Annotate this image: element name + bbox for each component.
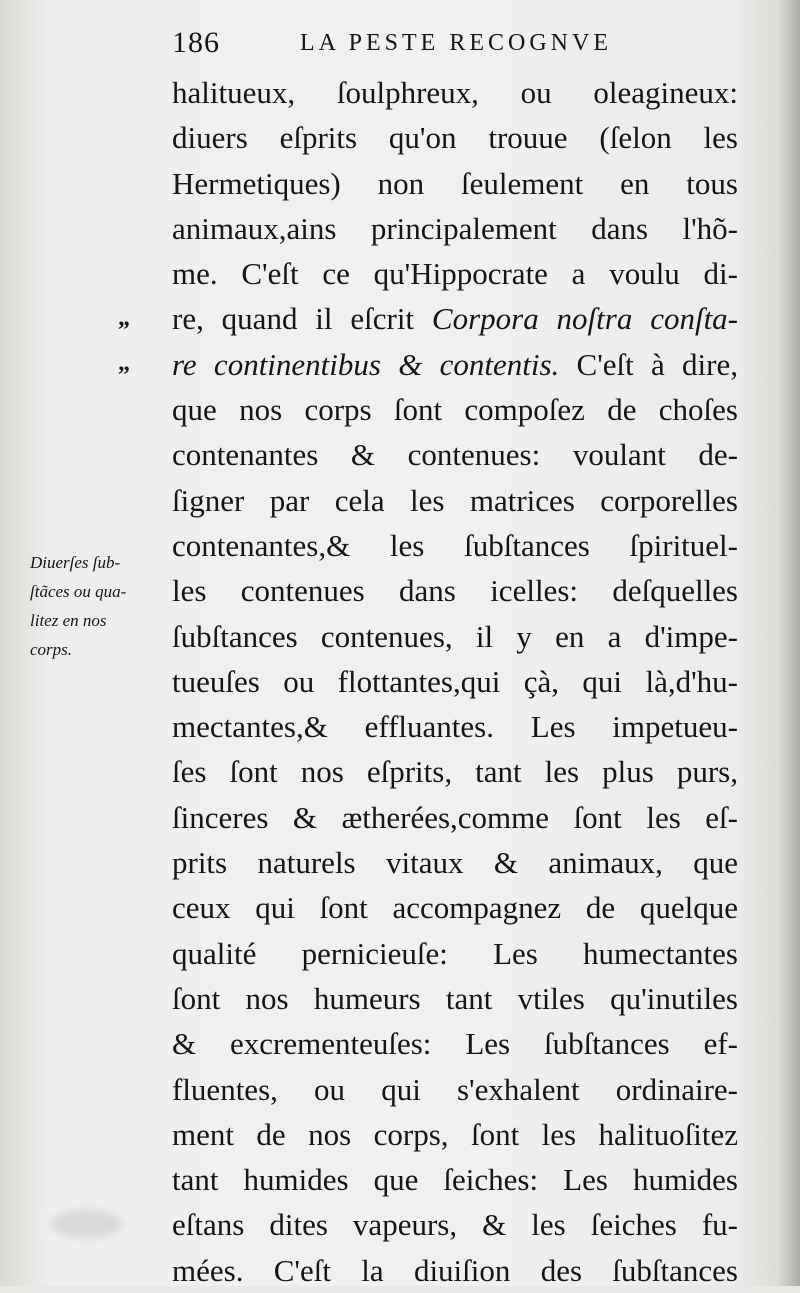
margin-note-line: litez en nos [30, 611, 107, 630]
text-line: ſes ſont nos eſprits, tant les plus purs, [172, 754, 738, 790]
text-line: ſubſtances contenues, il y en a d'impe- [172, 618, 738, 654]
body-text [172, 70, 738, 1293]
text-line: contenantes & contenues: voulant de- [172, 437, 738, 473]
text-line: mectantes,& effluantes. Les impetueu- [172, 709, 738, 745]
latin-quotation: Corpora noſtra conſta- [431, 301, 738, 337]
text-line: halitueux, ſoulphreux, ou oleagineux: [172, 75, 738, 110]
latin-quotation: re continentibus & contentis. [172, 346, 560, 382]
text-line: les contenues dans icelles: deſquelles [172, 573, 738, 609]
page-number: 186 [172, 26, 220, 59]
text-segment: re, quand il eſcrit [172, 301, 432, 337]
spine-shadow [778, 0, 800, 1286]
text-line: tueuſes ou flottantes,qui çà, qui là,d'hu- [172, 663, 738, 699]
ink-smudge [52, 1210, 122, 1238]
text-line-with-italic [172, 296, 738, 341]
margin-note-line: Diuerſes ſub- [30, 553, 121, 572]
text-line: qualité pernicieuſe: Les humectantes [172, 935, 738, 971]
text-segment: C'eſt à dire, [559, 346, 738, 382]
text-line: eſtans dites vapeurs, & les ſeiches fu- [172, 1207, 738, 1243]
text-line: contenantes,& les ſubſtances ſpirituel- [172, 527, 738, 563]
text-line: diuers eſprits qu'on trouue (ſelon les [172, 120, 738, 156]
text-line: ſont nos humeurs tant vtiles qu'inutiles [172, 980, 738, 1016]
text-line: animaux,ains principalement dans l'hõ- [172, 210, 738, 246]
text-line-with-italic [172, 342, 738, 387]
text-line: que nos corps ſont compoſez de choſes [172, 392, 738, 428]
text-line: Hermetiques) non ſeulement en tous [172, 165, 738, 201]
margin-note [30, 548, 165, 664]
text-line: me. C'eſt ce qu'Hippocrate a voulu di- [172, 256, 738, 292]
text-line: & excrementeuſes: Les ſubſtances ef- [172, 1026, 738, 1062]
margin-note-line: corps. [30, 640, 73, 659]
page-header [172, 24, 732, 68]
text-line: mées. C'eſt la diuiſion des ſubſtances [172, 1252, 738, 1288]
text-line: ſigner par cela les matrices corporelles [172, 482, 738, 518]
text-line: tant humides que ſeiches: Les humides [172, 1162, 738, 1198]
text-line: ceux qui ſont accompagnez de quelque [172, 890, 738, 926]
quotation-mark: „ [118, 350, 130, 376]
running-title: LA PESTE RECOGNVE [300, 30, 613, 56]
text-line: fluentes, ou qui s'exhalent ordinaire- [172, 1071, 738, 1107]
quotation-mark: „ [118, 305, 130, 331]
text-line: ſinceres & ætherées,comme ſont les eſ- [172, 799, 738, 835]
text-line: ment de nos corps, ſont les halituoſitez [172, 1116, 738, 1152]
margin-note-line: ſtãces ou qua- [30, 582, 127, 601]
text-line: prits naturels vitaux & animaux, que [172, 845, 738, 881]
